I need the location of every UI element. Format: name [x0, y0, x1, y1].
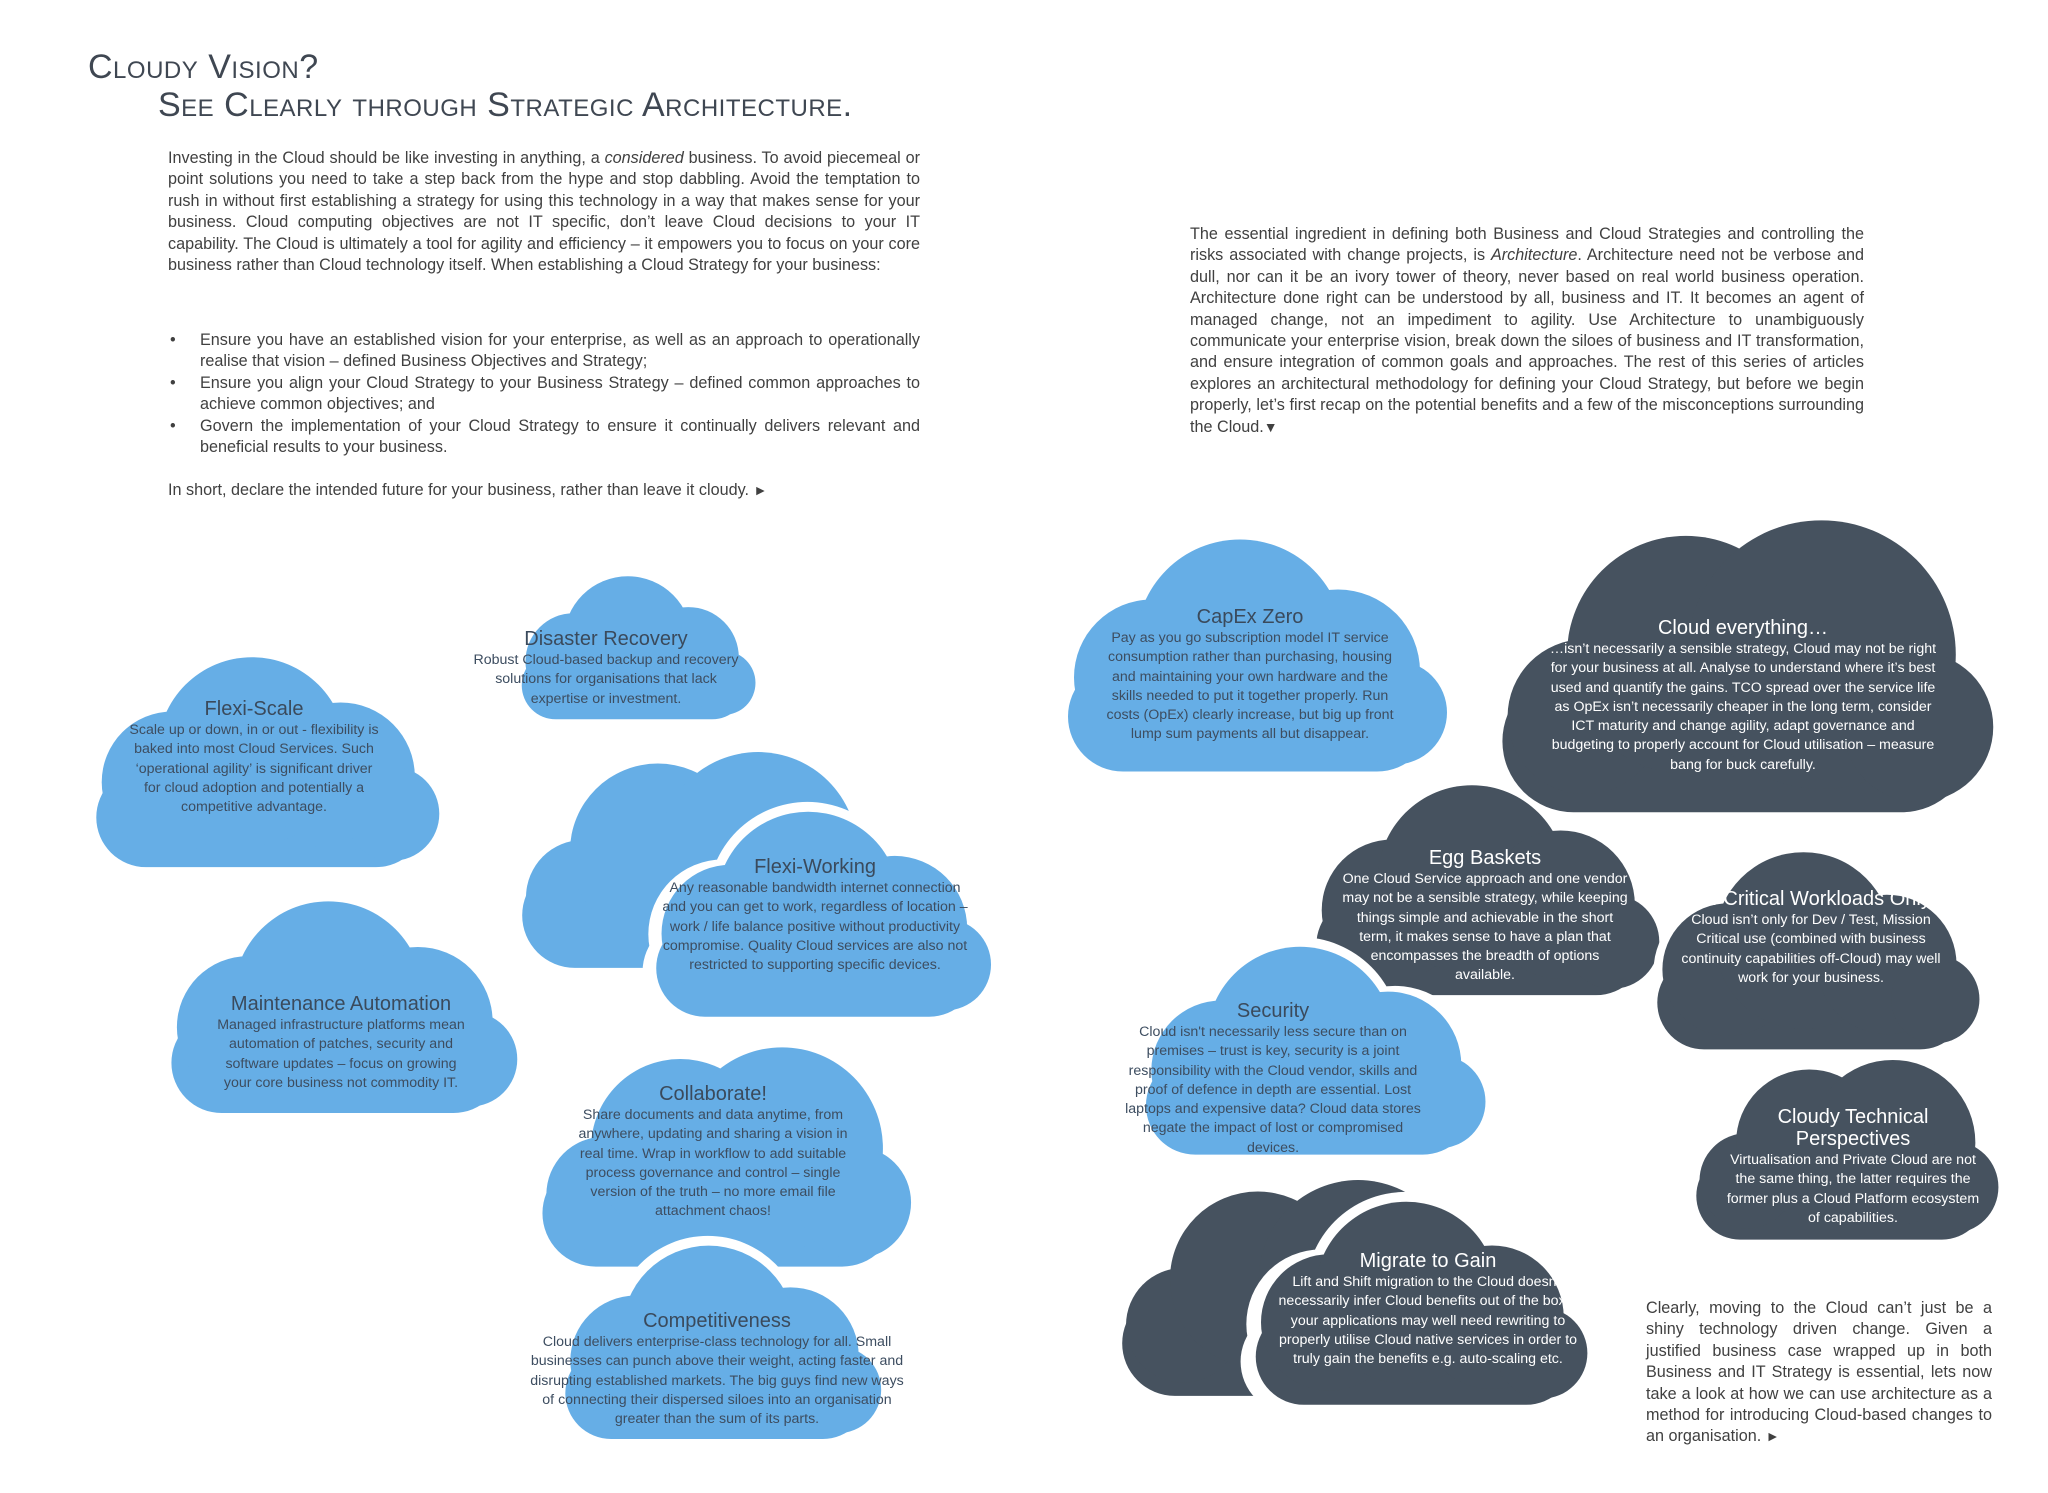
right-arrow-icon: ►	[753, 482, 768, 498]
cloud-heading: Collaborate!	[659, 1083, 767, 1105]
cloud-body: Lift and Shift migration to the Cloud doesn’t necessarily infer Cloud benefits out of the box – your applications may well need rewriting to properly utilise Cloud native services in order to truly gain the benefits e.g. auto-scaling etc.	[1278, 1274, 1578, 1368]
competitiveness-text	[525, 1310, 909, 1429]
cloud-body: Cloud isn't necessarily less secure than on premises – trust is key, security is a joint responsibility with the Cloud vendor, skills and proof of defence in depth are essential. Lost laptops and expensive data? Cloud data stores negate the impact of lost or compromised devices.	[1125, 1024, 1421, 1156]
cloudy-technical-text	[1722, 1106, 1984, 1228]
title-line-2: See Clearly through Strategic Architecture.	[158, 86, 853, 124]
cloud-heading: Cloudy Technical Perspectives	[1777, 1106, 1929, 1150]
migrate-to-gain-text	[1278, 1250, 1578, 1369]
security-text	[1118, 1000, 1428, 1158]
cloud-heading: Cloud everything…	[1657, 617, 1829, 639]
architecture-paragraph: The essential ingredient in defining both Business and Cloud Strategies and controlling the risks associated with change projects, is Architecture. Architecture need not be verbose and dull, nor can it be an ivory tower of theory, never based on real world business operation. Architecture done right can be understood by all, business and IT. It becomes an agent of managed change, not an impediment to agility. Use Architecture to unambiguously communicate your enterprise vision, break down the siloes of business and IT transformation, and ensure integration of common goals and approaches. The rest of this series of articles explores an architectural methodology for defining your Cloud Strategy, but before we begin properly, let’s first recap on the potential benefits and a few of the misconceptions surrounding the Cloud.▼	[1190, 225, 1865, 436]
cloud-body: …isn’t necessarily a sensible strategy, Cloud may not be right for your business at all. Analyse to understand where it’s best used and quantify the gains. TCO spread over the service life as OpEx isn’t necessarily cheaper in the long term, consider ICT maturity and change agility, adapt governance and budgeting to properly account for Cloud utilisation – measure bang for buck carefully.	[1549, 641, 1937, 773]
flexi-scale-text	[128, 698, 380, 817]
cloud-heading: Egg Baskets	[1428, 847, 1542, 869]
non-critical-text	[1680, 888, 1942, 988]
cloud-heading: Migrate to Gain	[1359, 1250, 1497, 1272]
intro-paragraph: Investing in the Cloud should be like investing in anything, a considered business. To avoid piecemeal or point solutions you need to take a step back from the hype and stop dabbling. Avoid the temptation to rush in without first establishing a strategy for using this technology in a way that makes sense for your business. Cloud computing objectives are not IT specific, don’t leave Cloud decisions to your IT capability. The Cloud is ultimately a tool for agility and efficiency – it empowers you to focus on your core business rather than Cloud technology itself. When establishing a Cloud Strategy for your business:	[168, 149, 921, 275]
bullet-item: • Ensure you have an established vision for your enterprise, as well as an approach to operationally realise that vision – defined Business Objectives and Strategy;	[168, 330, 920, 373]
short-summary: In short, declare the intended future for your business, rather than leave it cloudy. ►	[168, 481, 768, 499]
cloud-heading: Flexi-Working	[754, 856, 876, 878]
flexi-working-text	[660, 856, 970, 975]
cloud-body: Virtualisation and Private Cloud are not the same thing, the latter requires the former plus a Cloud Platform ecosystem of capabilities.	[1726, 1152, 1980, 1226]
title-line-1: Cloudy Vision?	[88, 48, 319, 86]
disaster-recovery-text	[466, 628, 746, 709]
cloud-heading: Disaster Recovery	[524, 628, 688, 650]
cloud-heading: Maintenance Automation	[230, 993, 452, 1015]
maintenance-automation-text	[210, 993, 472, 1093]
cloud-heading: Non-Critical Workloads Only?	[1680, 888, 1942, 910]
cloud-body: Scale up or down, in or out - flexibility is baked into most Cloud Services. Such ‘operational agility’ is significant driver for cloud adoption and potentially a competitive advantage.	[129, 722, 379, 816]
bullet-item: • Govern the implementation of your Cloud Strategy to ensure it continually delivers relevant and beneficial results to your business.	[168, 416, 920, 459]
cloud-body: Pay as you go subscription model IT service consumption rather than purchasing, housing and maintaining your own hardware and the skills needed to put it together properly. Run costs (OpEx) clearly increase, but big up front lump sum payments all but disappear.	[1106, 630, 1394, 743]
down-arrow-icon: ▼	[1263, 418, 1278, 435]
cloud-everything-text	[1548, 617, 1938, 775]
cloud-body: Managed infrastructure platforms mean automation of patches, security and software updates – focus on growing your core business not commodity IT.	[217, 1017, 465, 1091]
closing-paragraph: Clearly, moving to the Cloud can’t just be a shiny technology driven change. Given a justified business case wrapped up in both Business and IT Strategy is essential, lets now take a look at how we can use architecture as a method for introducing Cloud-based changes to an organisation. ►	[1646, 1299, 1992, 1446]
right-arrow-icon: ►	[1765, 1428, 1780, 1445]
egg-baskets-text	[1340, 847, 1630, 986]
cloud-heading: Security	[1236, 1000, 1310, 1022]
cloud-heading: Flexi-Scale	[204, 698, 304, 720]
cloud-body: Cloud delivers enterprise-class technology for all. Small businesses can punch above their weight, acting faster and disrupting established markets. The big guys find new ways of connecting their dispersed siloes into an organisation greater than the sum of its parts.	[530, 1334, 904, 1428]
collaborate-text	[568, 1083, 858, 1222]
bullet-item: • Ensure you align your Cloud Strategy to your Business Strategy – defined common approaches to achieve common objectives; and	[168, 373, 920, 416]
cloud-body: One Cloud Service approach and one vendor may not be a sensible strategy, while keeping things simple and achievable in the short term, it makes sense to have a plan that encompasses the breadth of options available.	[1342, 871, 1628, 984]
cloud-body: Cloud isn’t only for Dev / Test, Mission Critical use (combined with business continuity capabilities off-Cloud) may well work for your business.	[1681, 912, 1941, 986]
cloud-heading: Competitiveness	[643, 1310, 791, 1332]
cloud-body: Any reasonable bandwidth internet connection and you can get to work, regardless of location – work / life balance positive without productivity compromise. Quality Cloud services are also not restricted to supporting specific devices.	[662, 880, 968, 974]
cloud-body: Share documents and data anytime, from anywhere, updating and sharing a vision in real time. Wrap in workflow to add suitable process governance and control – single version of the truth – no more email file attachment chaos!	[578, 1107, 848, 1220]
cloud-heading: CapEx Zero	[1196, 606, 1304, 628]
cloud-body: Robust Cloud-based backup and recovery solutions for organisations that lack expertise or investment.	[473, 652, 739, 707]
capex-zero-text	[1098, 606, 1402, 745]
